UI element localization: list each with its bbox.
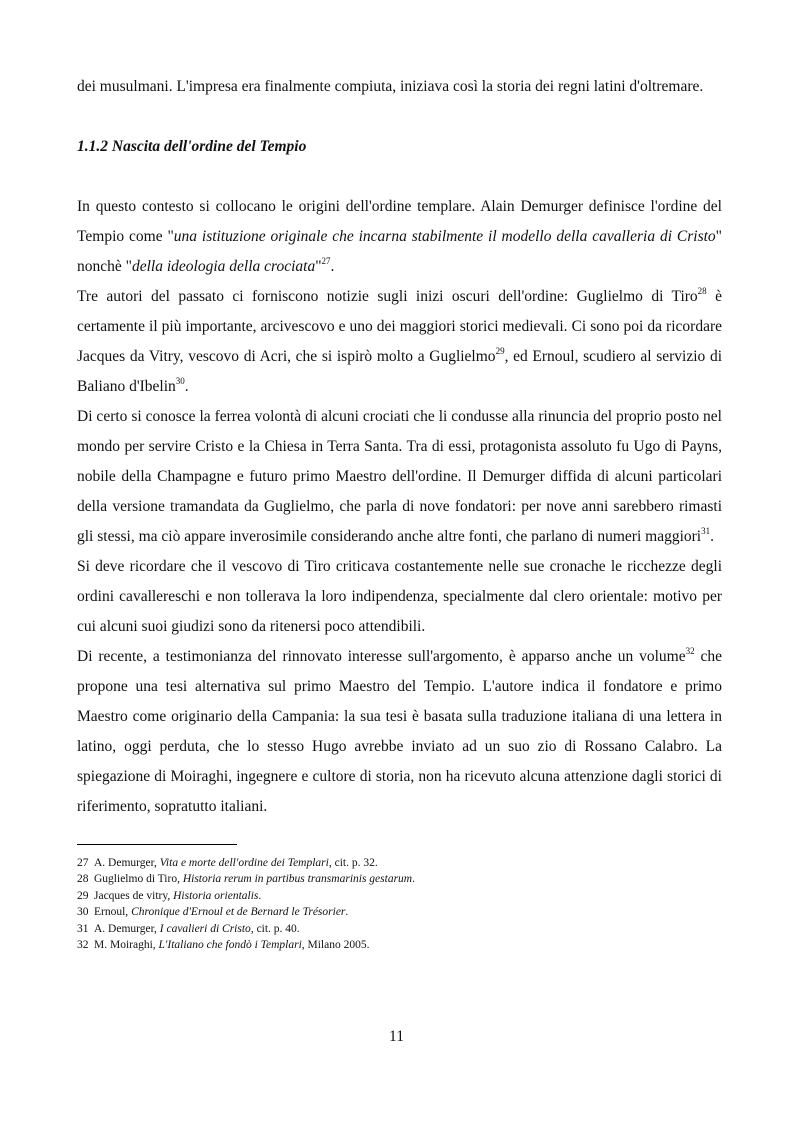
document-page — [77, 72, 722, 953]
footnote-number: 27 — [77, 857, 89, 869]
footnote-ref-32[interactable]: 32 — [685, 645, 695, 656]
footnote-number: 31 — [77, 922, 89, 935]
footnote-detail: , Milano 2005. — [301, 939, 370, 952]
text-run: In questo contesto si collocano le origini dell'ordine templare. Alain Demurger definisce l'ordine del Tempio come " — [77, 198, 722, 245]
intro-paragraph: dei musulmani. L'impresa era finalmente compiuta, iniziava così la storia dei regni latini d'oltremare. — [77, 78, 704, 95]
paragraph-founders — [77, 402, 722, 552]
footnote-detail: , cit. p. 40. — [250, 922, 300, 935]
footnote-30 — [77, 904, 722, 920]
text-run: " nonchè " — [77, 228, 722, 275]
footnote-ref-29[interactable]: 29 — [495, 345, 505, 356]
footnote-title: I cavalieri di Cristo — [159, 922, 251, 935]
text-run: Di certo si conosce la ferrea volontà di alcuni crociati che li condusse alla rinuncia del proprio posto nel mondo per servire Cristo e la Chiesa in Terra Santa. Tra di essi, protagonista assoluto fu Ugo di Payns, nobile della Champagne e futuro primo Maestro dell'ordine. Il Demurger diffida di alcuni particolari della versione tramandata da Guglielmo, che parla di nove fondatori: per nove anni sarebbero rimasti gli stessi, ma ciò appare inverosimile considerando anche altre fonti, che parlano di numeri maggiori — [77, 408, 722, 545]
footnote-author: Ernoul, — [94, 906, 132, 919]
footnote-title: Chronique d'Ernoul et de Bernard le Trésorier — [131, 906, 346, 919]
text-run: " — [315, 258, 322, 275]
footnote-ref-28[interactable]: 28 — [697, 285, 707, 296]
footnote-title: Vita e morte dell'ordine dei Templari — [159, 857, 329, 869]
footnote-separator — [77, 844, 237, 845]
text-run: , ed Ernoul, scudiero al servizio di Baliano d'Ibelin — [77, 348, 722, 395]
footnote-title: L'Italiano che fondò i Templari — [158, 939, 302, 952]
paragraph-demurger-definition — [77, 192, 722, 282]
footnote-ref-30[interactable]: 30 — [175, 375, 185, 386]
footnote-detail: , cit. p. 32. — [328, 857, 378, 869]
footnote-detail: . — [345, 906, 349, 919]
footnote-detail: . — [258, 889, 262, 902]
footnote-title: Historia orientalis — [173, 889, 259, 902]
footnote-31 — [77, 921, 722, 937]
quotation: della ideologia della crociata — [131, 258, 316, 275]
footnote-28 — [77, 871, 722, 887]
text-run: Di recente, a testimonianza del rinnovato interesse sull'argomento, è apparso anche un volume — [77, 648, 686, 665]
footnote-number: 32 — [77, 939, 89, 952]
quotation: una istituzione originale che incarna stabilmente il modello della cavalleria di Cristo — [173, 228, 716, 245]
text-run: . — [710, 528, 714, 545]
footnote-number: 28 — [77, 873, 89, 886]
footnote-32 — [77, 937, 722, 953]
footnote-author: Guglielmo di Tiro, — [94, 873, 183, 886]
text-run: che propone una tesi alternativa sul primo Maestro del Tempio. L'autore indica il fondatore e primo Maestro come originario della Campania: la sua tesi è basata sulla traduzione italiana di una lettera in latino, oggi perduta, che lo stesso Hugo avrebbe inviato ad un suo zio di Rossano Calabro. La spiegazione di Moiraghi, ingegnere e cultore di storia, non ha ricevuto alcuna attenzione dagli storici di riferimento, sopratutto italiani. — [77, 648, 723, 815]
paragraph-tyre-bishop: Si deve ricordare che il vescovo di Tiro criticava costantemente nelle sue cronache le ricchezze degli ordini cavallereschi e non tollerava la loro indipendenza, specialmente dal clero orientale: motivo per cui alcuni suoi giudizi sono da ritenersi poco attendibili. — [77, 558, 722, 635]
footnote-title: Historia rerum in partibus transmarinis gestarum — [182, 873, 413, 886]
footnote-number: 30 — [77, 906, 89, 919]
footnote-ref-27[interactable]: 27 — [321, 255, 331, 266]
footnote-author: A. Demurger, — [94, 857, 160, 869]
text-run: è certamente il più importante, arcivescovo e uno dei maggiori storici medievali. Ci sono poi da ricordare Jacques da Vitry, vescovo di Acri, che si ispirò molto a Guglielmo — [77, 288, 722, 365]
footnote-29 — [77, 888, 722, 904]
text-run: . — [330, 258, 335, 275]
page-number: 11 — [389, 1028, 404, 1045]
section-heading: 1.1.2 Nascita dell'ordine del Tempio — [77, 138, 307, 155]
text-run: . — [184, 378, 189, 395]
footnote-27 — [77, 855, 722, 871]
footnotes-list — [77, 855, 722, 953]
footnote-author: Jacques de vitry, — [94, 889, 174, 902]
footnote-number: 29 — [77, 889, 89, 902]
footnote-ref-31[interactable]: 31 — [701, 525, 711, 536]
text-run: Tre autori del passato ci forniscono notizie sugli inizi oscuri dell'ordine: Guglielmo di Tiro — [77, 288, 698, 305]
paragraph-recent-volume — [77, 642, 722, 822]
footnote-author: A. Demurger, — [94, 922, 160, 935]
footnote-author: M. Moiraghi, — [94, 939, 159, 952]
footnote-detail: . — [412, 873, 415, 886]
paragraph-three-authors — [77, 282, 722, 402]
